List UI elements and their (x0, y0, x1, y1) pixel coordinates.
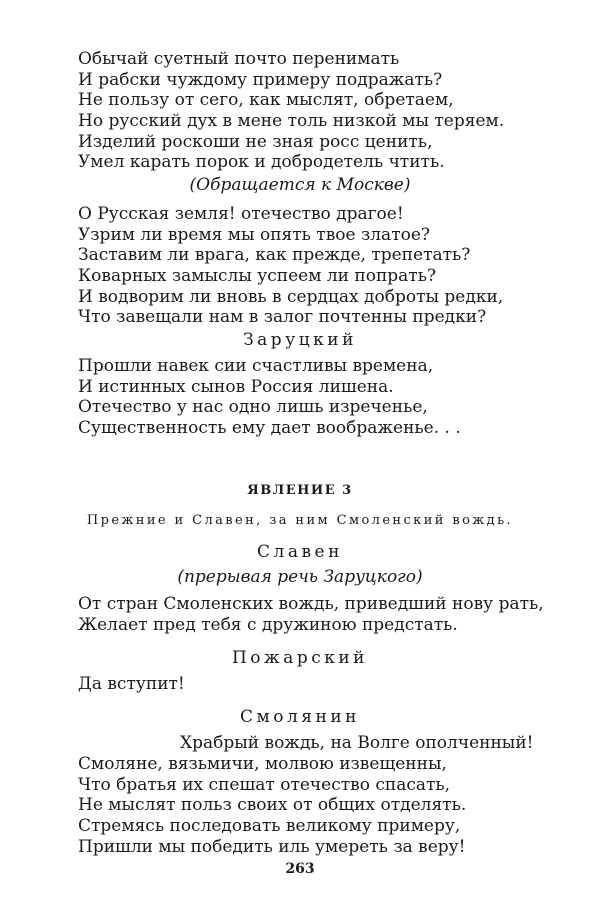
scene-title: ЯВЛЕНИЕ 3 (247, 483, 353, 498)
verse-block-6 (78, 754, 466, 857)
verse-line: Коварных замыслы успеем ли попрать? (78, 266, 437, 287)
verse-block-4 (78, 594, 544, 635)
stage-direction: (прерывая речь Заруцкого) (177, 567, 423, 587)
verse-block-2 (78, 204, 503, 328)
verse-line: Пришли мы победить иль умереть за веру! (78, 836, 466, 857)
verse-line: Умел карать порок и добродетель чтить. (78, 152, 445, 173)
verse-line: И водворим ли вновь в сердцах доброты редки, (78, 286, 504, 307)
verse-line: Не мыслят польз своих от общих отделять. (78, 795, 467, 816)
verse-block-5 (78, 674, 185, 695)
scene-note: Прежние и Славен, за ним Смоленский вождь. (86, 513, 514, 528)
verse-line: Узрим ли время мы опять твое златое? (78, 224, 431, 245)
verse-line: Да вступит! (78, 674, 185, 694)
verse-line: Отечество у нас одно лишь изреченье, (78, 397, 428, 418)
verse-block-1 (78, 49, 504, 173)
verse-line-indented: Храбрый вождь, на Волге ополченный! (180, 733, 534, 753)
verse-line: Что братья их спешат отечество спасать, (78, 774, 451, 795)
verse-line: Что завещали нам в залог почтенны предки? (78, 307, 487, 328)
verse-line: Прошли навек сии счастливы времена, (78, 356, 434, 376)
verse-line: И истинных сынов Россия лишена. (78, 376, 394, 397)
verse-line: Стремясь последовать великому примеру, (78, 816, 461, 837)
verse-line: Изделий роскоши не зная росс ценить, (78, 131, 433, 152)
verse-line: Не пользу от сего, как мыслят, обретаем, (78, 90, 454, 111)
speaker-name: Пожарский (231, 648, 369, 668)
verse-line: И рабски чуждому примеру подражать? (78, 69, 443, 90)
verse-line: Обычай суетный почто перенимать (78, 49, 400, 69)
verse-line: Желает пред тебя с дружиною предстать. (78, 614, 458, 635)
page-number: 263 (285, 861, 315, 877)
speaker-name: Смолянин (240, 707, 360, 727)
verse-line: Заставим ли врага, как прежде, трепетать? (78, 245, 471, 266)
speaker-name: Заруцкий (243, 330, 357, 350)
verse-line: Существенность ему дает воображенье. . . (78, 418, 461, 439)
stage-direction: (Обращается к Москве) (189, 175, 411, 195)
verse-line: О Русская земля! отечество драгое! (78, 204, 404, 224)
verse-block-3 (78, 356, 461, 439)
verse-line: От стран Смоленских вождь, приведший нову рать, (78, 594, 544, 614)
speaker-name: Славен (257, 542, 343, 562)
verse-line: Смоляне, вязьмичи, молвою извещенны, (78, 754, 447, 774)
verse-line: Но русский дух в мене толь низкой мы теряем. (78, 111, 505, 132)
